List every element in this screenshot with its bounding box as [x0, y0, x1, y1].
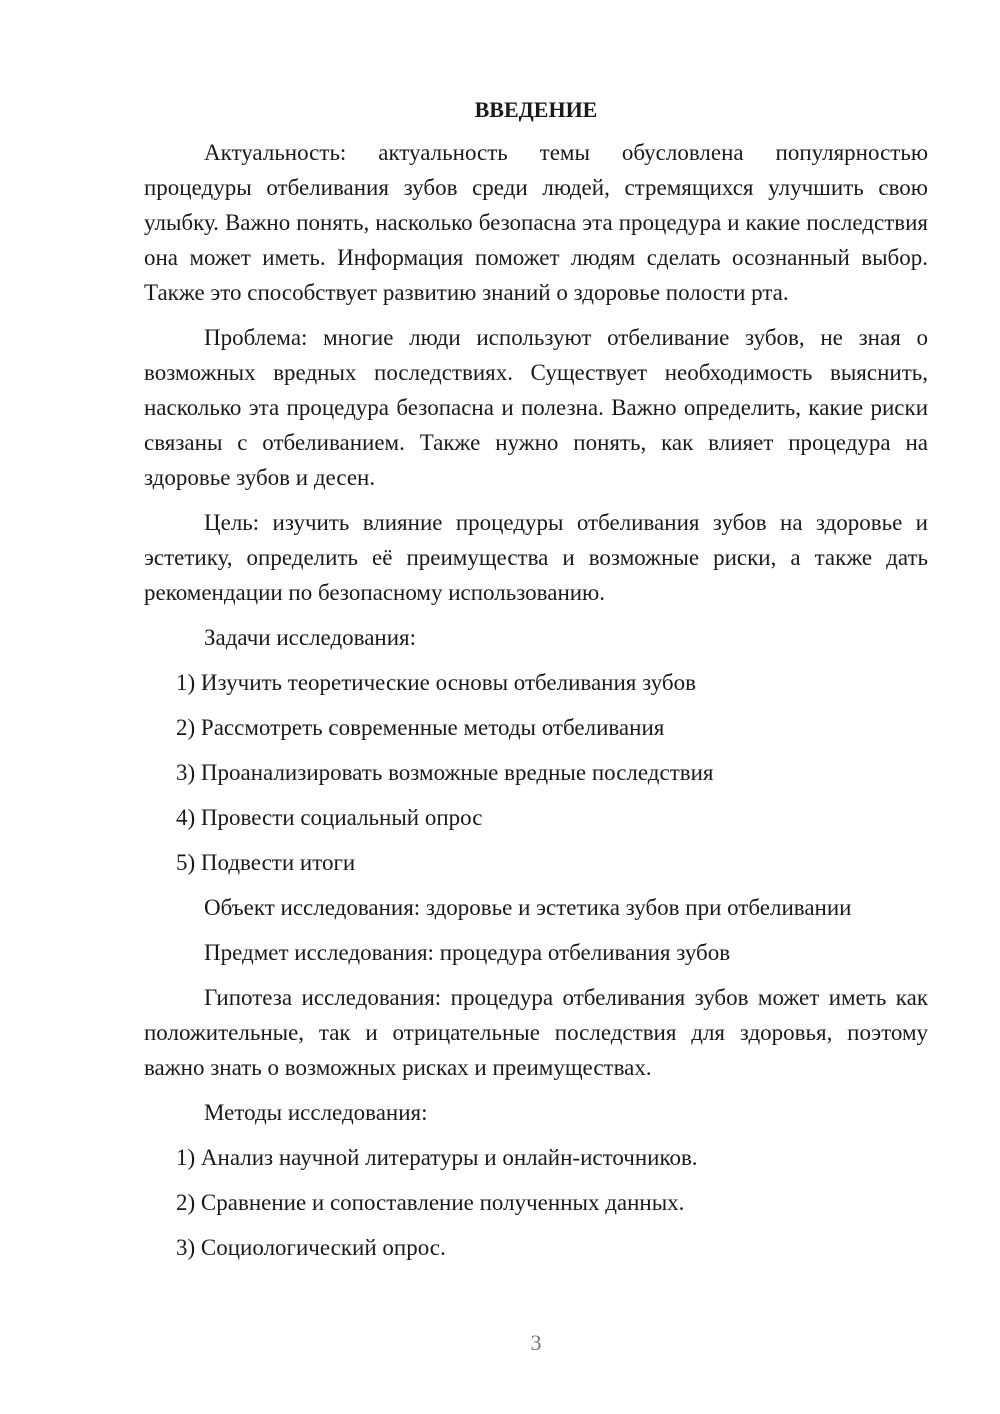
list-item: 5) Подвести итоги: [176, 850, 356, 875]
problem-paragraph: Проблема: многие люди используют отбеливание зубов, не зная о возможных вредных последствиях. Существует необходимость выяснить, насколько эта процедура безопасна и полезна. Важно определить, какие риски связаны с отбеливанием. Также нужно понять, как влияет процедура на здоровье зубов и десен.: [144, 325, 928, 490]
page-title: ВВЕДЕНИЕ: [474, 97, 598, 122]
document-body: [144, 95, 928, 1275]
list-item: 1) Анализ научной литературы и онлайн-источников.: [176, 1145, 698, 1170]
list-item: 3) Проанализировать возможные вредные последствия: [176, 760, 714, 785]
list-item: 1) Изучить теоретические основы отбеливания зубов: [176, 670, 696, 695]
goal-paragraph: Цель: изучить влияние процедуры отбеливания зубов на здоровье и эстетику, определить её преимущества и возможные риски, а также дать рекомендации по безопасному использованию.: [144, 510, 928, 605]
list-item: 3) Социологический опрос.: [176, 1235, 446, 1260]
methods-label: Методы исследования:: [204, 1100, 428, 1125]
methods-list: [144, 1140, 928, 1265]
subject-paragraph: Предмет исследования: процедура отбеливания зубов: [204, 940, 731, 965]
page-number: 3: [530, 1330, 542, 1355]
list-item: 2) Рассмотреть современные методы отбеливания: [176, 715, 665, 740]
tasks-list: [144, 665, 928, 880]
list-item: 2) Сравнение и сопоставление полученных данных.: [176, 1190, 685, 1215]
list-item: 4) Провести социальный опрос: [176, 805, 483, 830]
hypothesis-paragraph: Гипотеза исследования: процедура отбеливания зубов может иметь как положительные, так и отрицательные последствия для здоровья, поэтому важно знать о возможных рисках и преимуществах.: [144, 985, 928, 1080]
object-paragraph: Объект исследования: здоровье и эстетика зубов при отбеливании: [204, 895, 852, 920]
relevance-paragraph: Актуальность: актуальность темы обусловлена популярностью процедуры отбеливания зубов среди людей, стремящихся улучшить свою улыбку. Важно понять, насколько безопасна эта процедура и какие последствия она может иметь. Информация поможет людям сделать осознанный выбор. Также это способствует развитию знаний о здоровье полости рта.: [144, 140, 928, 305]
tasks-label: Задачи исследования:: [204, 625, 417, 650]
